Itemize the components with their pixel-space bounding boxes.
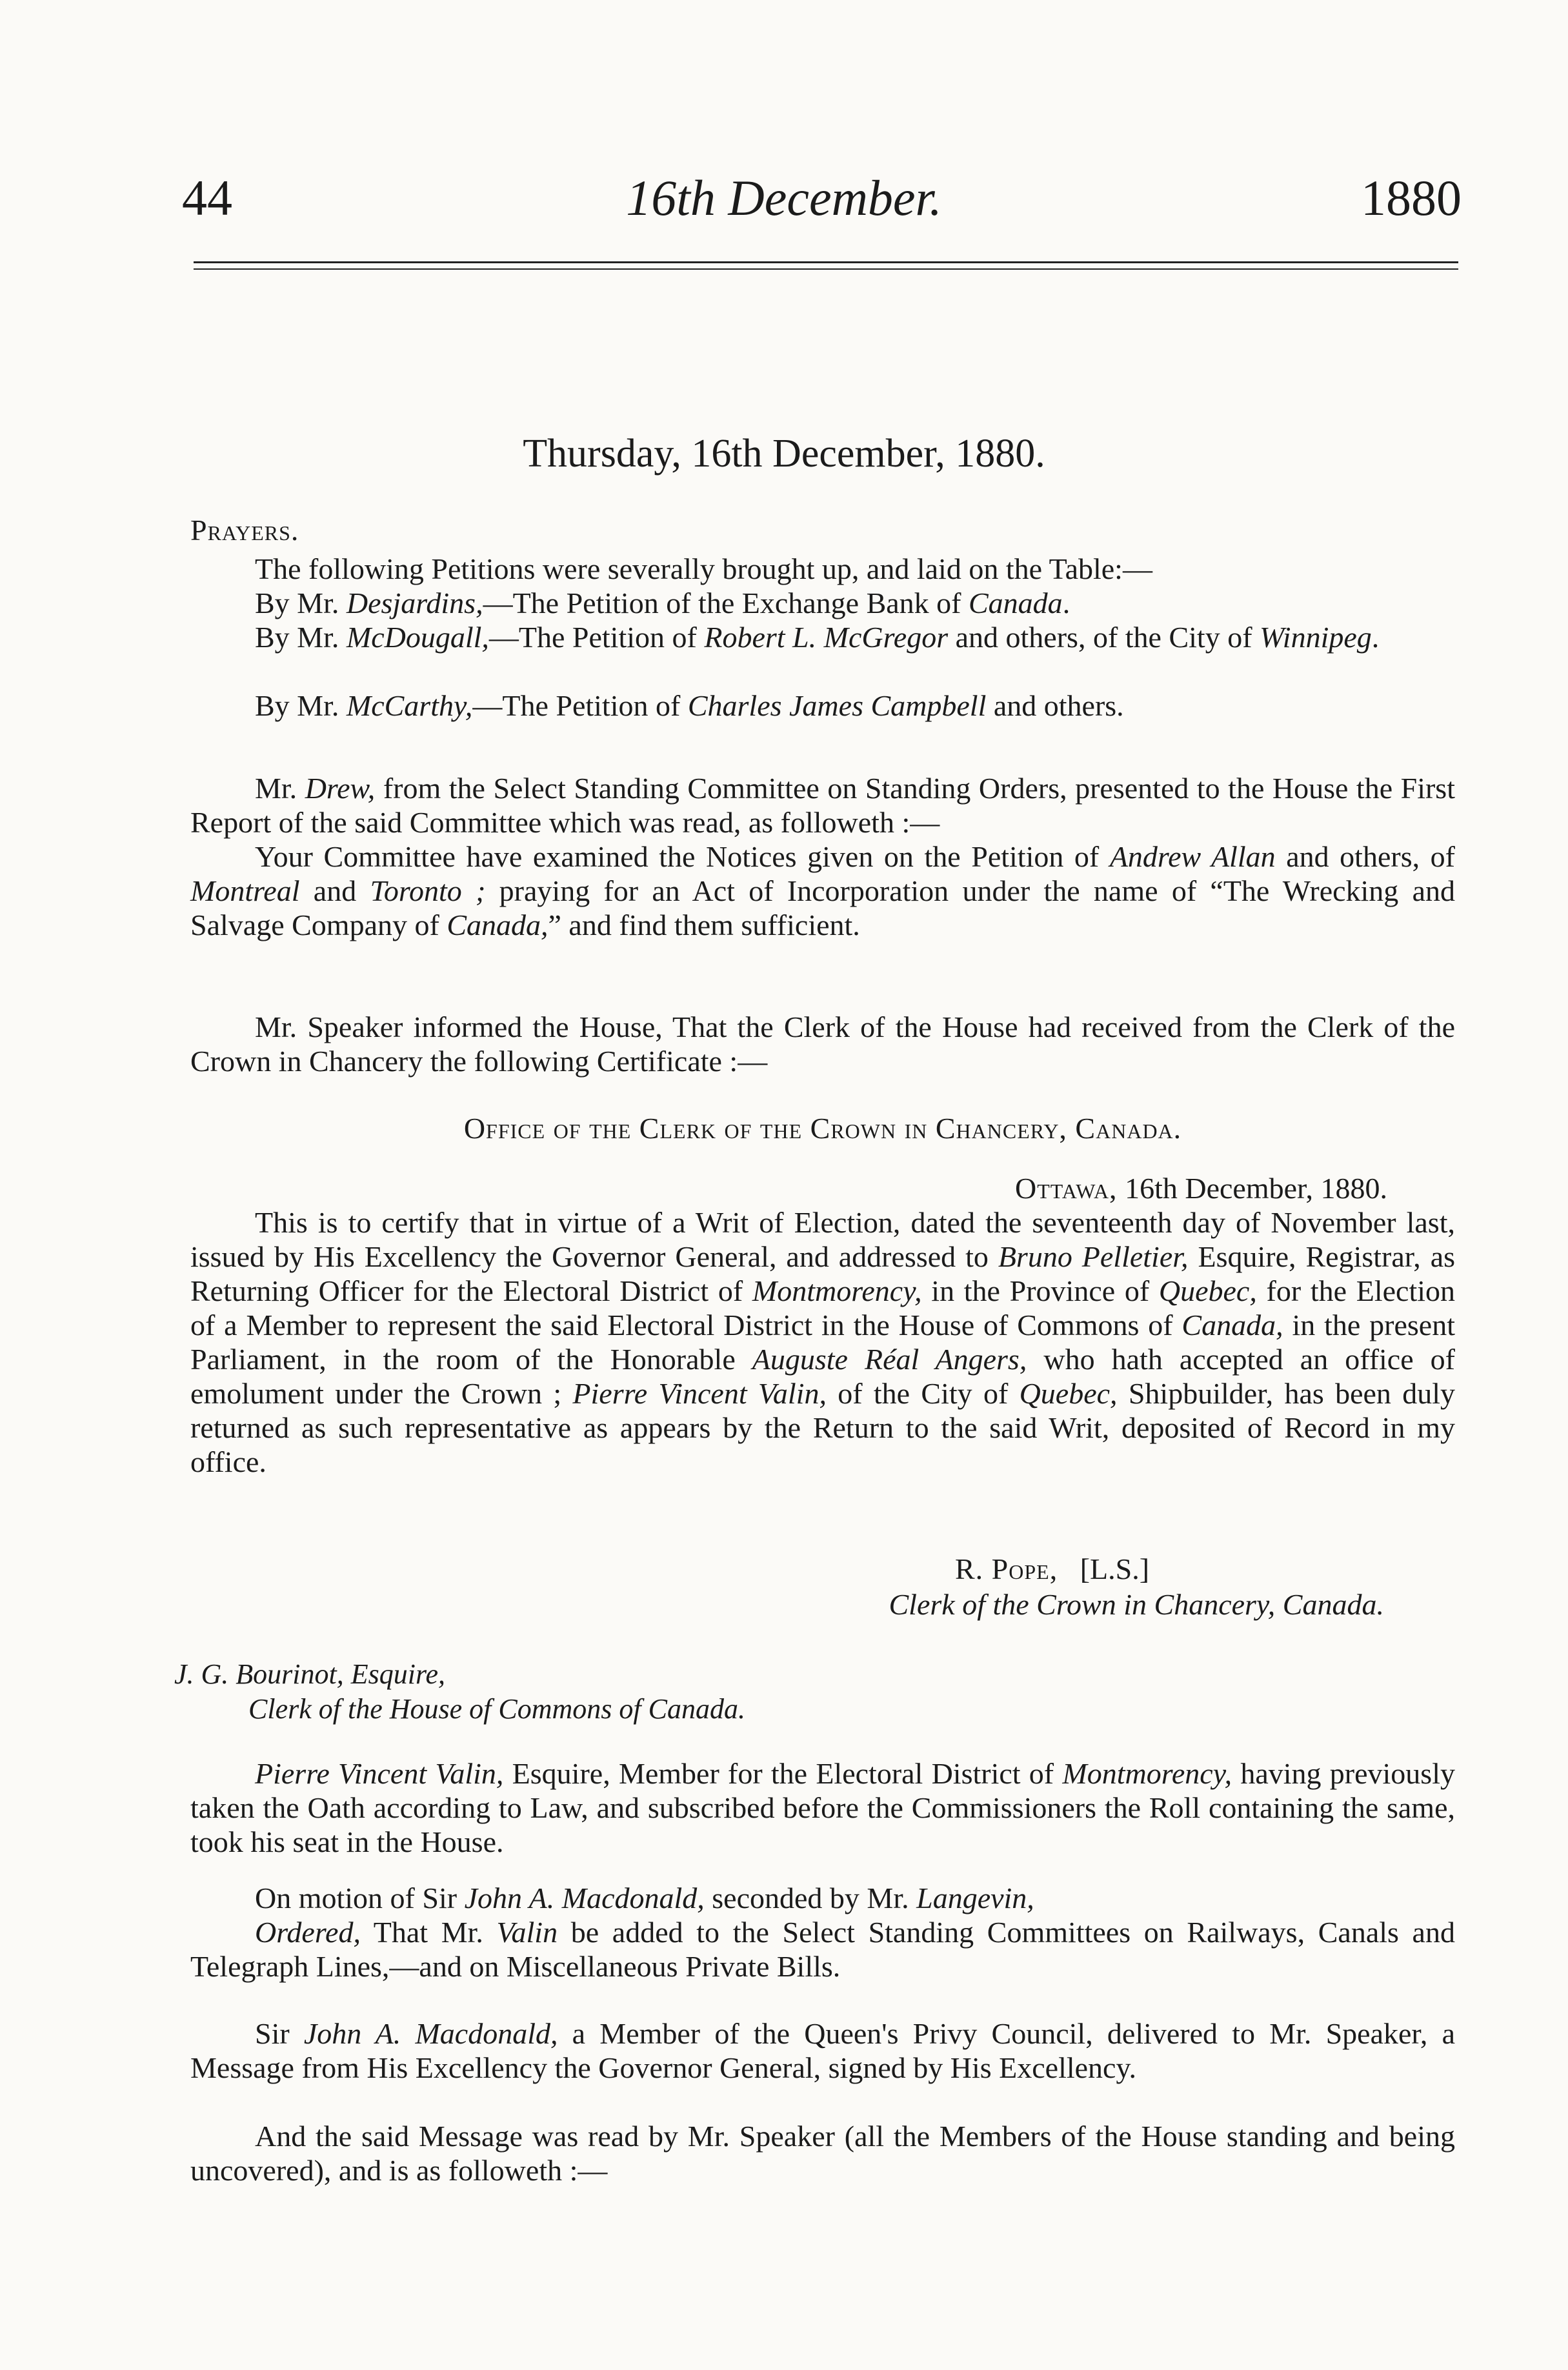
- petitions-intro: The following Petitions were severally brought up, and laid on the Table:—: [255, 552, 1152, 585]
- oath-paragraph: Pierre Vincent Valin, Esquire, Member for the Electoral District of Montmorency, having previously taken the Oath according to Law, and subscribed before the Commissioners the Roll containing the same, took his seat in the House.: [190, 1757, 1455, 1858]
- certificate-signer-title: Clerk of the Crown in Chancery, Canada.: [889, 1588, 1384, 1621]
- motion-order: Ordered, That Mr. Valin be added to the Select Standing Committees on Railways, Canals and Telegraph Lines,—and on Miscellaneous Private Bills.: [190, 1916, 1455, 1983]
- certificate-dateline: Ottawa, 16th December, 1880.: [1014, 1172, 1387, 1205]
- header-rule-top: [194, 261, 1458, 263]
- petition-1: By Mr. Desjardins,—The Petition of the Exchange Bank of Canada.: [255, 587, 1070, 619]
- certificate-addressee-title: Clerk of the House of Commons of Canada.: [248, 1693, 745, 1725]
- certificate-office: Office of the Clerk of the Crown in Chancery, Canada.: [463, 1112, 1182, 1145]
- date-line: Thursday, 16th December, 1880.: [523, 432, 1045, 476]
- certificate-addressee: J. G. Bourinot, Esquire,: [174, 1658, 445, 1690]
- prayers-heading: Prayers.: [190, 514, 299, 547]
- page-number: 44: [182, 170, 232, 226]
- committee-report-text: Your Committee have examined the Notices given on the Petition of Andrew Allan and others, of Montreal and Toronto ; praying for an Act of Incorporation under the name of “The Wrecking and Salvage Company of Canada,” and find them sufficient.: [190, 840, 1455, 941]
- header-rule-bottom: [194, 268, 1458, 270]
- certificate-body: This is to certify that in virtue of a Writ of Election, dated the seventeenth day of November last, issued by His Excellency the Governor General, and addressed to Bruno Pelletier, Esquire, Registrar, as Returning Officer for the Electoral District of Montmorency, in the Province of Quebec, for the Election of a Member to represent the said Electoral District in the House of Commons of Canada, in the present Parliament, in the room of the Honorable Auguste Réal Angers, who hath accepted an office of emolument under the Crown ; Pierre Vincent Valin, of the City of Quebec, Shipbuilder, has been duly returned as such representative as appears by the Return to the said Writ, deposited of Record in my office.: [190, 1206, 1456, 1478]
- running-year: 1880: [1361, 170, 1462, 226]
- message-read-paragraph: And the said Message was read by Mr. Speaker (all the Members of the House standing and being uncovered), and is as followeth :—: [190, 2120, 1455, 2187]
- running-title: 16th December.: [626, 170, 942, 226]
- message-paragraph: Sir John A. Macdonald, a Member of the Queen's Privy Council, delivered to Mr. Speaker, a Message from His Excellency the Governor General, signed by His Excellency.: [190, 2017, 1456, 2084]
- petition-3: By Mr. McCarthy,—The Petition of Charles James Campbell and others.: [255, 689, 1124, 722]
- committee-report: Mr. Drew, from the Select Standing Committee on Standing Orders, presented to the House the First Report of the said Committee which was read, as followeth :—: [190, 772, 1455, 839]
- motion-line: On motion of Sir John A. Macdonald, seconded by Mr. Langevin,: [255, 1882, 1034, 1914]
- certificate-signer: R. Pope, [L.S.]: [955, 1552, 1150, 1585]
- petition-2: By Mr. McDougall,—The Petition of Robert L. McGregor and others, of the City of Winnipeg.: [255, 621, 1380, 654]
- speaker-paragraph: Mr. Speaker informed the House, That the Clerk of the House had received from the Clerk of the Crown in Chancery the following Certificate :—: [190, 1010, 1455, 1078]
